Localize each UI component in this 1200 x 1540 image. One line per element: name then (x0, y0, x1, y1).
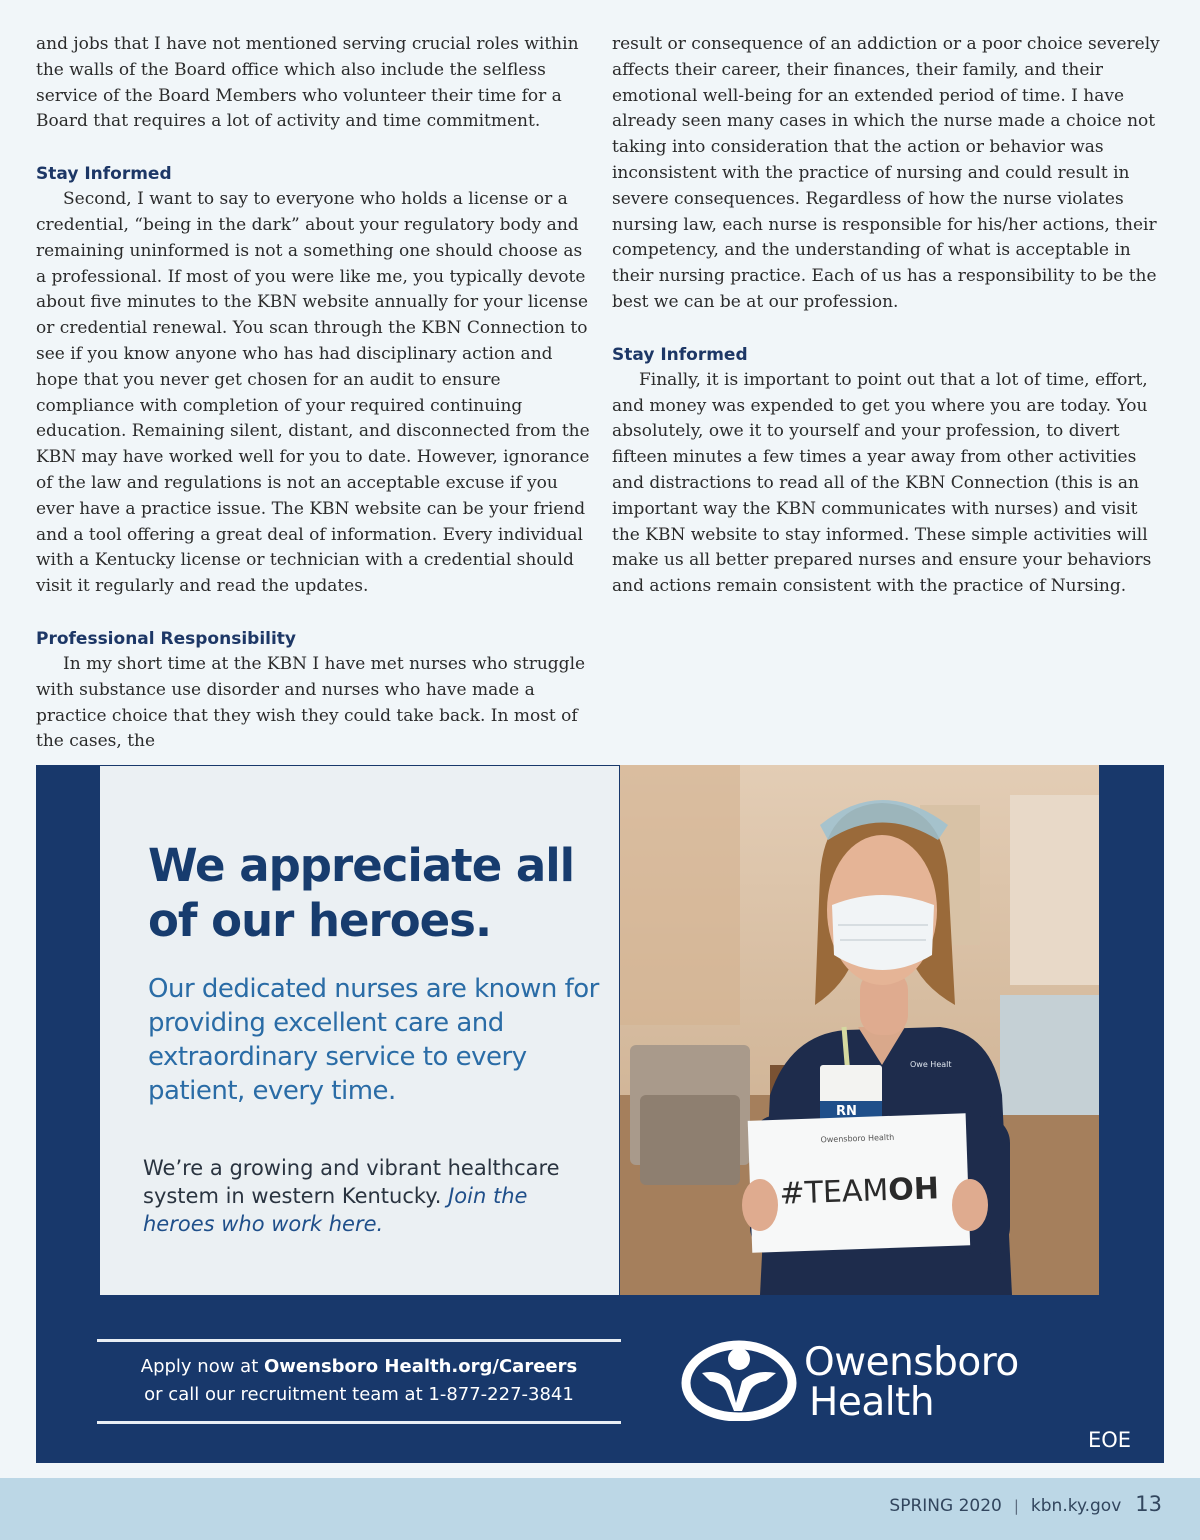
page-footer (0, 1478, 1200, 1540)
paragraph: Second, I want to say to everyone who holds a license or a credential, “being in the dark” about your regulatory body and remaining uninformed is not a something one should choose as a professional. If most of you were like me, you typically devote about five minutes to the KBN website annually for your license or credential renewal. You scan through the KBN Connection to see if you know anyone who has had disciplinary action and hope that you never get chosen for an audit to ensure compliance with completion of your required continuing education. Remaining silent, distant, and disconnected from the KBN may have worked well for you to date. However, ignorance of the law and regulations is not an acceptable excuse if you ever have a practice issue. The KBN website can be your friend and a tool offering a great deal of information. Every individual with a Kentucky license or technician with a credential should visit it regularly and read the updates. (36, 189, 590, 597)
ad-headline: We appreciate all of our heroes. (148, 839, 575, 947)
ad-body-text: We’re a growing and vibrant healthcare system in western Kentucky. (143, 1156, 560, 1208)
ad-body (143, 1154, 583, 1238)
left-column (36, 32, 592, 755)
page-number: 13 (1135, 1492, 1162, 1516)
issue-season: SPRING 2020 (889, 1496, 1002, 1516)
divider-bottom (97, 1421, 621, 1424)
footer-separator: | (1013, 1497, 1019, 1515)
owensboro-health-logo-icon (680, 1339, 798, 1421)
eoe-label: EOE (1088, 1428, 1132, 1452)
apply-prefix: Apply now at (140, 1356, 259, 1377)
paragraph: and jobs that I have not mentioned serving crucial roles within the walls of the Board office which also include the selfless service of the Board Members who volunteer their time for a Board that requires a lot of activity and time commitment. (36, 34, 579, 132)
careers-link[interactable]: Owensboro Health.org/Careers (264, 1356, 578, 1377)
paragraph: Finally, it is important to point out that a lot of time, effort, and money was expended to get you where you are today. You absolutely, owe it to yourself and your profession, to divert fifteen minutes a few times a year away from other activities and distractions to read all of the KBN Connection (this is an important way the KBN communicates with nurses) and visit the KBN website to stay informed. These simple activities will make us all better prepared nurses and ensure your behaviors and actions remain consistent with the practice of Nursing. (612, 369, 1152, 597)
nurse-photo (620, 765, 1099, 1295)
section-heading-stay-informed: Stay Informed (36, 164, 172, 185)
team-sign: #TEAMOH (778, 1171, 940, 1212)
paragraph: In my short time at the KBN I have met nurses who struggle with substance use disorder and nurses who have made a practice choice that they wish they could take back. In most of the cases, the (36, 653, 586, 752)
ad-body-cta: Join the heroes who work here. (143, 1184, 528, 1236)
ad-text-card (100, 766, 619, 1295)
section-heading-stay-informed: Stay Informed (612, 344, 748, 365)
section-heading-professional-responsibility: Professional Responsibility (36, 628, 297, 649)
call-line: or call our recruitment team at 1-877-227-3841 (144, 1384, 574, 1405)
divider-top (97, 1339, 621, 1342)
shirt-logo-text: Owe Healt (910, 1060, 952, 1069)
owensboro-health-ad (36, 765, 1164, 1463)
logo-word-owensboro: Owensboro (804, 1340, 1019, 1385)
logo-word-health: Health (809, 1380, 935, 1425)
badge-text: RN (836, 1104, 857, 1119)
nurse-photo-illustration (620, 765, 1099, 1295)
ad-subhead: Our dedicated nurses are known for providing excellent care and extraordinary service to every patient, every time. (148, 974, 599, 1106)
paragraph: result or consequence of an addiction or a poor choice severely affects their career, their finances, their family, and their emotional well-being for an extended period of time. I have already seen many cases in which the nurse made a choice not taking into consideration that the action or behavior was inconsistent with the practice of nursing and could result in severe consequences. Regardless of how the nurse violates nursing law, each nurse is responsible for his/her actions, their competency, and the understanding of what is acceptable in their nursing practice. Each of us has a responsibility to be the best we can be at our profession. (612, 34, 1160, 312)
sign-logo-text: Owensboro Health (820, 1132, 895, 1145)
apply-callout (97, 1353, 621, 1409)
owensboro-health-logo (804, 1340, 1019, 1425)
website-link[interactable]: kbn.ky.gov (1030, 1496, 1122, 1516)
right-column (612, 32, 1168, 600)
